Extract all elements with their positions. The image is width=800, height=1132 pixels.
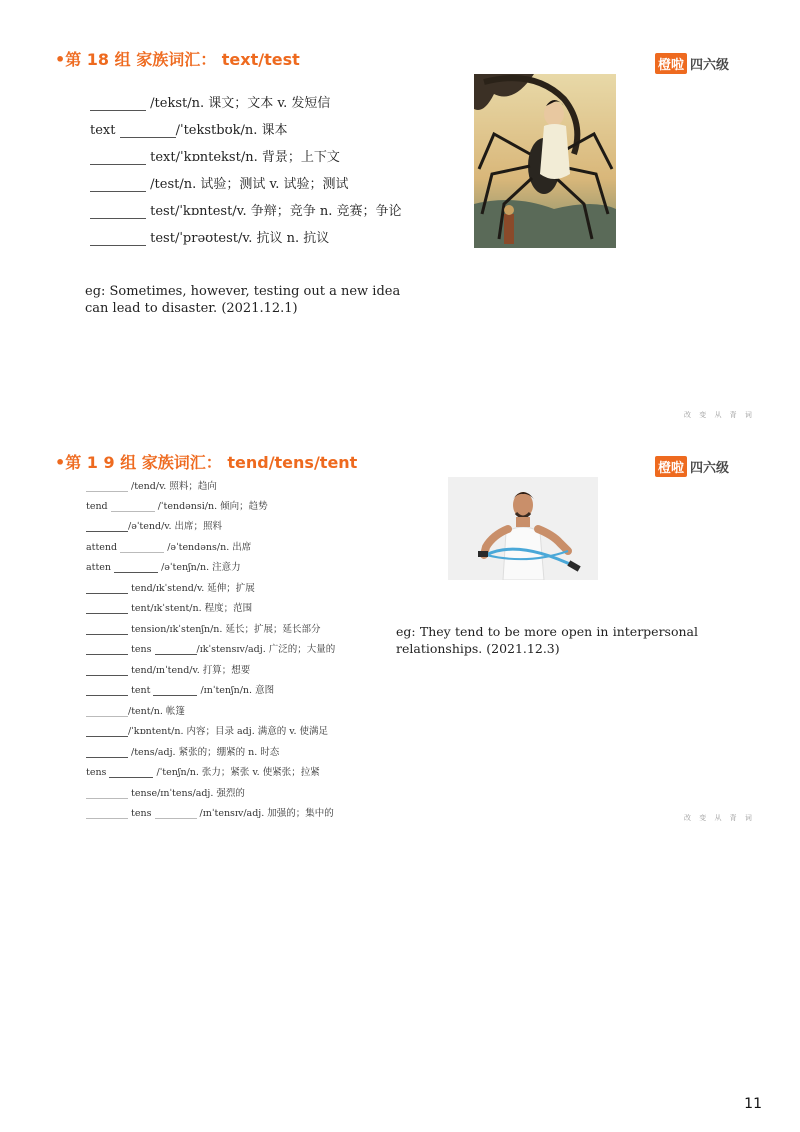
vocab-line: /tent/n. 帐篷	[86, 703, 185, 717]
fill-blank	[86, 675, 128, 676]
footer-slogan: 改 变 从 背 词	[684, 411, 755, 419]
vocab-line: tension/ɪkˈstenʃn/n. 延长；扩展；延长部分	[86, 621, 320, 635]
fill-blank	[90, 191, 146, 192]
vocab-line: /tekst/n. 课文；文本 v. 发短信	[90, 92, 330, 111]
fill-blank	[86, 491, 128, 492]
fill-blank	[155, 818, 197, 819]
vocab-line: tent /ɪnˈtenʃn/n. 意图	[86, 682, 274, 696]
example-sentence: eg: They tend to be more open in interpersonal relationships. (2021.12.3)	[396, 624, 698, 656]
vocab-line: tens /ɪkˈstensɪv/adj. 广泛的；大量的	[86, 641, 335, 655]
vocab-line: tense/ɪnˈtens/adj. 强烈的	[86, 785, 245, 799]
fill-blank	[86, 798, 128, 799]
vocab-line: tent/ɪkˈstent/n. 程度；范围	[86, 600, 252, 614]
vocab-line: tend/ɪnˈtend/v. 打算；想要	[86, 662, 250, 676]
fill-blank	[114, 572, 158, 573]
vocab-line: tens /ɪnˈtensɪv/adj. 加强的；集中的	[86, 805, 334, 819]
vocab-line: atten /əˈtenʃn/n. 注意力	[86, 562, 241, 573]
vocab-line: test/ˈprəʊtest/v. 抗议 n. 抗议	[90, 227, 329, 246]
vocab-line: /test/n. 试验；测试 v. 试验；测试	[90, 173, 349, 192]
brand-tag: 橙啦	[655, 53, 687, 74]
brand-level: 四六级	[690, 58, 730, 73]
fill-blank	[90, 218, 146, 219]
fill-blank	[86, 634, 128, 635]
vocab-line: text /ˈtekstbʊk/n. 课本	[90, 123, 288, 138]
fill-blank	[111, 511, 155, 512]
fill-blank	[86, 613, 128, 614]
vocab-line: tend/ɪkˈstend/v. 延伸；扩展	[86, 580, 255, 594]
fill-blank	[109, 777, 153, 778]
vocab-line: /tens/adj. 紧张的；绷紧的 n. 时态	[86, 744, 279, 758]
fill-blank	[90, 245, 146, 246]
fill-blank	[155, 654, 197, 655]
exercise-photo	[448, 477, 598, 580]
footer-slogan: 改 变 从 背 词	[684, 814, 755, 822]
vocab-line: test/ˈkɒntest/v. 争辩；竞争 n. 竞赛；争论	[90, 200, 402, 219]
page-number: 11	[744, 1096, 762, 1112]
arachne-illustration	[474, 74, 616, 248]
vocab-line: tend /ˈtendənsi/n. 倾向；趋势	[86, 501, 268, 512]
fill-blank	[86, 695, 128, 696]
fill-blank	[86, 757, 128, 758]
vocab-line: tens /ˈtenʃn/n. 张力；紧张 v. 使紧张；拉紧	[86, 767, 320, 778]
vocab-line: /əˈtend/v. 出席；照料	[86, 518, 222, 532]
fill-blank	[90, 164, 146, 165]
example-sentence: eg: Sometimes, however, testing out a new idea can lead to disaster. (2021.12.1)	[85, 284, 401, 316]
fill-blank	[86, 736, 128, 737]
fill-blank	[90, 110, 146, 111]
vocab-line: /ˈkɒntent/n. 内容；目录 adj. 满意的 v. 使满足	[86, 723, 328, 737]
fill-blank	[120, 552, 164, 553]
fill-blank	[86, 654, 128, 655]
fill-blank	[120, 137, 176, 138]
fill-blank	[86, 531, 128, 532]
vocab-line: attend /əˈtendəns/n. 出席	[86, 542, 252, 553]
brand-level: 四六级	[690, 461, 730, 476]
fill-blank	[153, 695, 197, 696]
section1-title: •第 18 组 家族词汇： text/test	[55, 50, 300, 69]
brand-logo	[655, 53, 729, 74]
vocab-line: text/ˈkɒntekst/n. 背景；上下文	[90, 146, 340, 165]
brand-tag: 橙啦	[655, 456, 687, 477]
fill-blank	[86, 593, 128, 594]
fill-blank	[86, 818, 128, 819]
vocab-line: /tend/v. 照料；趋向	[86, 478, 217, 492]
fill-blank	[86, 716, 128, 717]
brand-logo	[655, 456, 729, 477]
section2-title: •第 1 9 组 家族词汇： tend/tens/tent	[55, 453, 358, 472]
